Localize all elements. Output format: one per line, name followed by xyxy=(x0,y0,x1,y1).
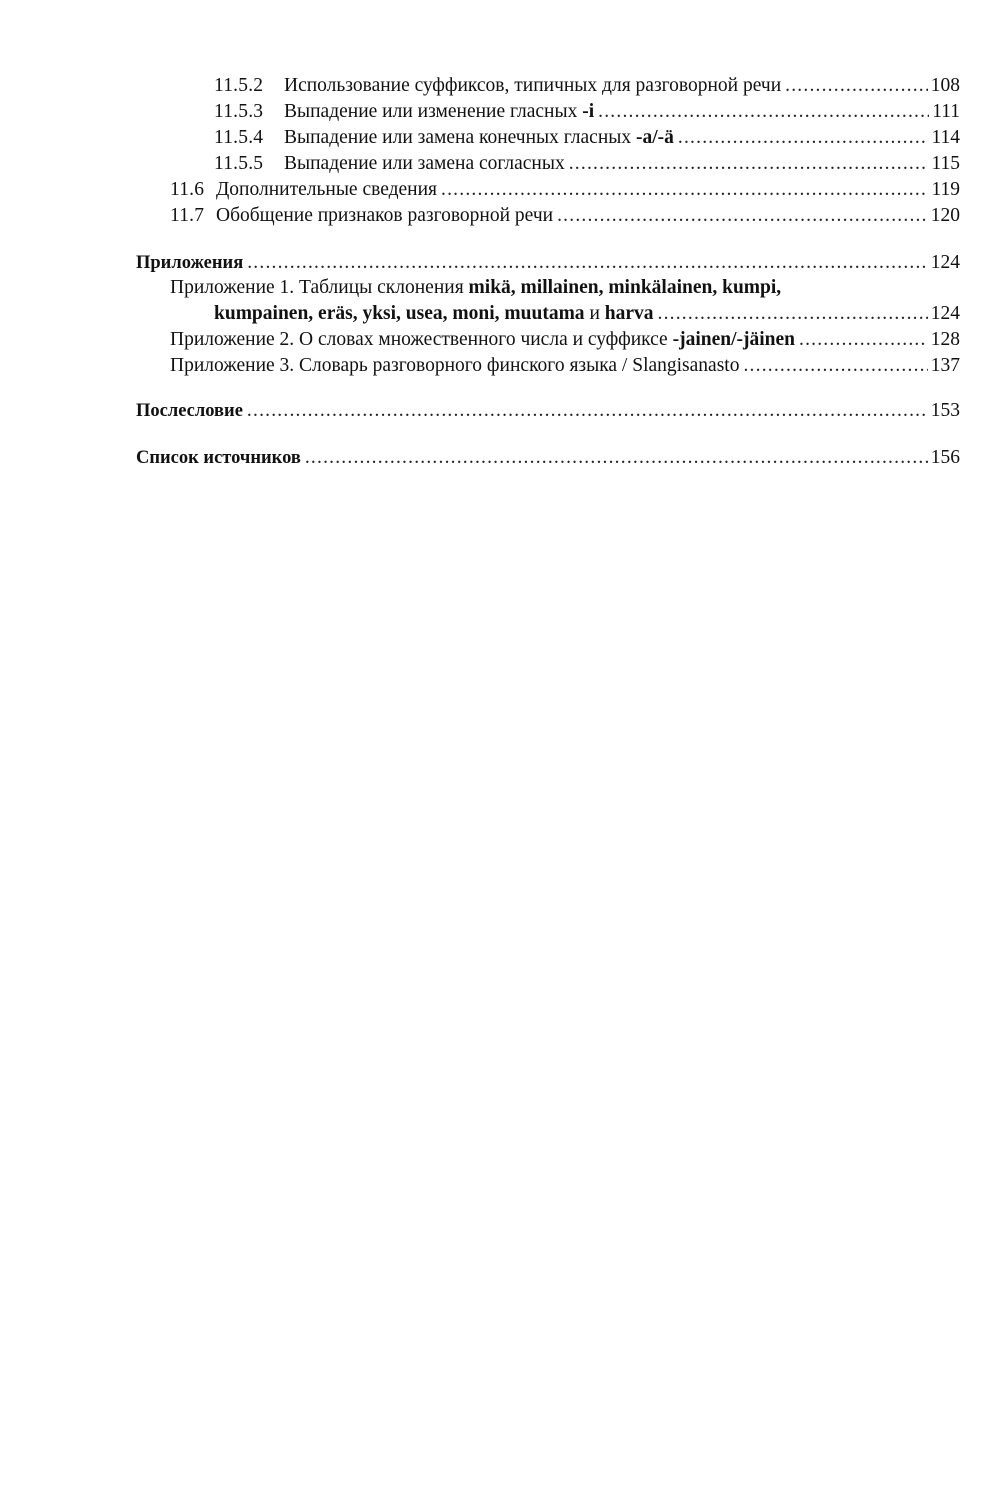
heading-title: Послесловие xyxy=(136,401,243,421)
page-number: 114 xyxy=(931,127,960,148)
toc-entry-11-5-5[interactable] xyxy=(214,151,960,177)
dot-leader xyxy=(247,398,928,424)
dot-leader xyxy=(305,445,928,471)
toc-entry-11-5-4[interactable] xyxy=(214,125,960,151)
page-number: 115 xyxy=(931,153,960,174)
section-number: 11.7 xyxy=(170,205,205,226)
section-title-text: Выпадение или изменение гласных xyxy=(284,101,583,122)
toc-entry-appendix-1-continued[interactable] xyxy=(214,301,960,327)
dot-leader xyxy=(557,203,928,229)
appendix-title-bold: -jainen/-jäinen xyxy=(672,329,795,350)
toc-entry-appendix-2[interactable] xyxy=(170,327,960,353)
toc-entry-11-5-3[interactable] xyxy=(214,99,960,125)
section-title-text: Выпадение или замена конечных гласных xyxy=(284,127,636,148)
dot-leader xyxy=(598,99,929,125)
section-title: Обобщение признаков разговорной речи xyxy=(216,205,554,226)
appendix-title xyxy=(170,327,795,353)
appendix-title-bold: harva xyxy=(604,303,654,324)
section-number: 11.5.3 xyxy=(214,101,264,122)
page-number: 124 xyxy=(930,303,960,324)
heading-title: Список источников xyxy=(136,448,301,468)
page-number: 124 xyxy=(930,252,960,273)
page-number: 137 xyxy=(930,355,960,376)
page-number: 111 xyxy=(932,101,960,122)
section-title: Использование суффиксов, типичных для разговорной речи xyxy=(284,75,782,96)
appendix-title-line-2 xyxy=(214,301,654,327)
section-title-bold: -i xyxy=(582,101,595,122)
dot-leader xyxy=(247,250,928,276)
dot-leader xyxy=(743,353,927,379)
toc-entry-appendix-1[interactable] xyxy=(170,275,960,301)
appendix-title-bold: mikä, millainen, minkälainen, kumpi, xyxy=(468,277,782,298)
toc-entry-appendix-3[interactable] xyxy=(170,353,960,379)
section-title: Выпадение или замена согласных xyxy=(284,153,565,174)
appendix-title: Приложение 3. Словарь разговорного финского языка / Slangisanasto xyxy=(170,355,740,376)
dot-leader xyxy=(658,301,928,327)
page-number: 153 xyxy=(930,400,960,421)
toc-heading-afterword[interactable] xyxy=(136,398,960,424)
page-number: 128 xyxy=(930,329,960,350)
section-title-bold: -a/-ä xyxy=(636,127,674,148)
appendix-title-text: и xyxy=(584,303,605,324)
section-title xyxy=(284,99,594,125)
section-number: 11.5.4 xyxy=(214,127,264,148)
section-number: 11.5.2 xyxy=(214,75,264,96)
appendix-title-text: Приложение 1. Таблицы склонения xyxy=(170,277,469,298)
page-number: 119 xyxy=(931,179,960,200)
section-number: 11.5.5 xyxy=(214,153,264,174)
dot-leader xyxy=(785,73,928,99)
toc-entry-11-7[interactable] xyxy=(170,203,960,229)
appendix-title-line-1 xyxy=(170,275,781,301)
heading-title: Приложения xyxy=(136,253,244,273)
dot-leader xyxy=(678,125,929,151)
dot-leader xyxy=(569,151,929,177)
dot-leader xyxy=(799,327,928,353)
dot-leader xyxy=(441,177,928,203)
page-number: 156 xyxy=(930,447,960,468)
section-number: 11.6 xyxy=(170,179,205,200)
toc-heading-appendices[interactable] xyxy=(136,250,960,276)
toc-entry-11-6[interactable] xyxy=(170,177,960,203)
appendix-title-bold: kumpainen, eräs, yksi, usea, moni, muutama xyxy=(214,303,585,324)
page-number: 120 xyxy=(930,205,960,226)
page-number: 108 xyxy=(930,75,960,96)
appendix-title-text: Приложение 2. О словах множественного числа и суффиксе xyxy=(170,329,673,350)
section-title: Дополнительные сведения xyxy=(216,179,438,200)
toc-entry-11-5-2[interactable] xyxy=(214,73,960,99)
toc-heading-sources[interactable] xyxy=(136,445,960,471)
section-title xyxy=(284,125,674,151)
